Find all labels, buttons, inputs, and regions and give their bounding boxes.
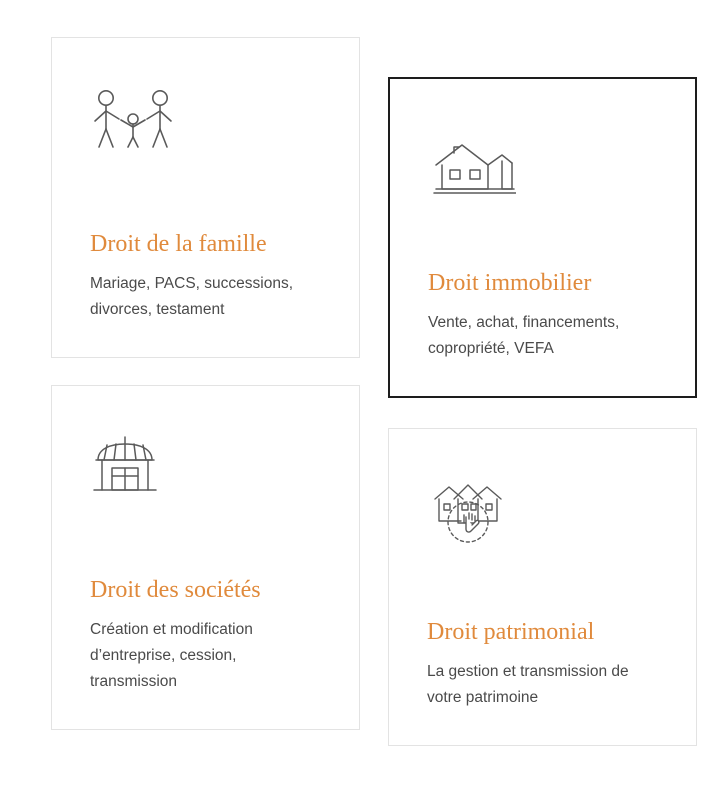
card-droit-patrimonial[interactable] [388,428,697,746]
card-description: La gestion et transmission de votre patrimoine [427,663,629,706]
card-body [390,268,695,396]
card-description: Création et modification d’entreprise, cession, transmission [90,621,253,690]
card-title: Droit de la famille [90,231,267,257]
houses-hand-icon [431,477,505,547]
card-icon-wrapper [390,79,695,209]
card-body [52,575,359,729]
card-body [52,229,359,357]
card-icon-wrapper [389,429,696,559]
card-body [389,617,696,745]
card-description: Vente, achat, financements, copropriété, VEFA [428,314,620,357]
family-icon [90,89,182,151]
card-title: Droit des sociétés [90,577,261,603]
house-icon [432,139,516,197]
card-title: Droit immobilier [428,270,592,296]
card-icon-wrapper [52,38,359,158]
card-droit-de-la-famille[interactable] [51,37,360,358]
storefront-icon [90,434,160,498]
card-description: Mariage, PACS, successions, divorces, testament [90,275,294,318]
card-droit-immobilier[interactable] [388,77,697,398]
card-droit-des-societes[interactable] [51,385,360,730]
card-icon-wrapper [52,386,359,506]
card-title: Droit patrimonial [427,619,595,645]
